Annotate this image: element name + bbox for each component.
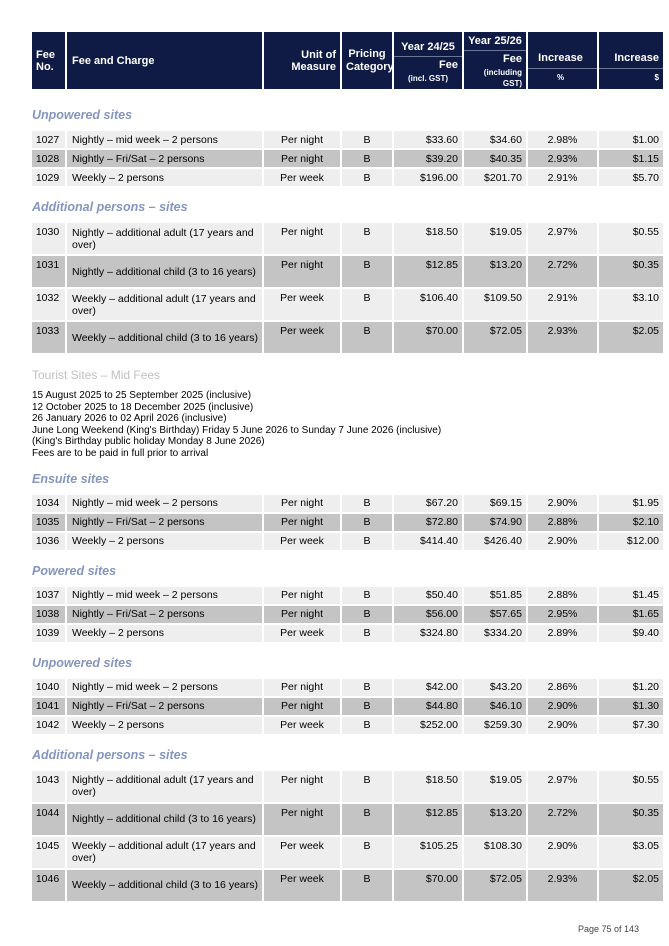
- note-line: (King's Birthday public holiday Monday 8 June 2026): [32, 436, 265, 448]
- fee-2526-cell: $426.40: [464, 533, 526, 552]
- fee-2526-cell: $19.05: [464, 771, 526, 804]
- fee-description-cell: Nightly – mid week – 2 persons: [67, 587, 262, 606]
- note-line: June Long Weekend (King's Birthday) Friday 5 June 2026 to Sunday 7 June 2026 (inclusive): [32, 424, 442, 436]
- section-additional-persons-mid: [32, 747, 659, 903]
- increase-amt-label: Increase: [614, 51, 659, 64]
- category-cell: B: [342, 804, 392, 837]
- unit-cell: Per week: [264, 533, 340, 552]
- col-pricing-category: Pricing Category: [342, 32, 392, 89]
- increase-amt-cell: $2.05: [599, 322, 663, 355]
- increase-amt-cell: $2.10: [599, 514, 663, 533]
- col-year-2425: [394, 32, 462, 89]
- fee-description-cell: Nightly – Fri/Sat – 2 persons: [67, 150, 262, 169]
- category-cell: B: [342, 289, 392, 322]
- year-2425-fee-label: Fee: [439, 58, 458, 71]
- table-row: [32, 289, 663, 322]
- increase-pct-unit: %: [528, 68, 597, 87]
- fee-2425-cell: $67.20: [394, 495, 462, 514]
- increase-amt-cell: $0.35: [599, 256, 663, 289]
- fee-no-cell: 1037: [32, 587, 65, 606]
- increase-amt-cell: $9.40: [599, 625, 663, 644]
- fee-2526-cell: $334.20: [464, 625, 526, 644]
- category-cell: B: [342, 322, 392, 355]
- fee-2425-cell: $44.80: [394, 698, 462, 717]
- fee-description-cell: Weekly – 2 persons: [67, 717, 262, 736]
- increase-pct-cell: 2.93%: [528, 150, 597, 169]
- increase-pct-cell: 2.89%: [528, 625, 597, 644]
- note-line: Fees are to be paid in full prior to arrival: [32, 447, 209, 459]
- table-row: [32, 169, 663, 188]
- category-cell: B: [342, 870, 392, 903]
- table-row: [32, 771, 663, 804]
- increase-amt-cell: $3.05: [599, 837, 663, 870]
- fee-no-cell: 1044: [32, 804, 65, 837]
- unit-cell: Per week: [264, 322, 340, 355]
- table-row: [32, 256, 663, 289]
- col-fee-and-charge: Fee and Charge: [67, 32, 262, 89]
- fee-2526-cell: $74.90: [464, 514, 526, 533]
- category-cell: B: [342, 495, 392, 514]
- fee-2526-cell: $51.85: [464, 587, 526, 606]
- increase-pct-cell: 2.90%: [528, 495, 597, 514]
- fee-description-cell: Nightly – mid week – 2 persons: [67, 679, 262, 698]
- fee-description-cell: Weekly – 2 persons: [67, 625, 262, 644]
- fee-no-cell: 1038: [32, 606, 65, 625]
- fee-schedule-page: [32, 32, 659, 903]
- fee-table: [30, 679, 665, 736]
- increase-pct-cell: 2.97%: [528, 771, 597, 804]
- mid-fees-notes: [32, 390, 638, 460]
- section-title: Unpowered sites: [32, 655, 133, 670]
- fee-2425-cell: $106.40: [394, 289, 462, 322]
- increase-amt-cell: $3.10: [599, 289, 663, 322]
- fee-no-cell: 1030: [32, 223, 65, 256]
- fee-description-cell: Nightly – additional adult (17 years and over): [67, 771, 262, 804]
- increase-pct-cell: 2.95%: [528, 606, 597, 625]
- increase-pct-cell: 2.91%: [528, 289, 597, 322]
- increase-amt-cell: $0.55: [599, 771, 663, 804]
- increase-amt-cell: $1.15: [599, 150, 663, 169]
- unit-cell: Per week: [264, 870, 340, 903]
- increase-pct-cell: 2.90%: [528, 717, 597, 736]
- fee-2526-cell: $46.10: [464, 698, 526, 717]
- fee-description-cell: Weekly – additional child (3 to 16 years): [67, 322, 262, 355]
- fee-2425-cell: $72.80: [394, 514, 462, 533]
- fee-description-cell: Nightly – Fri/Sat – 2 persons: [67, 606, 262, 625]
- increase-amt-cell: $1.95: [599, 495, 663, 514]
- fee-table: [30, 223, 665, 355]
- col-unit-of-measure: Unit of Measure: [264, 32, 340, 89]
- fee-no-cell: 1029: [32, 169, 65, 188]
- fee-description-cell: Weekly – additional adult (17 years and over): [67, 837, 262, 870]
- fee-description-cell: Weekly – additional child (3 to 16 years): [67, 870, 262, 903]
- fee-table-header: [30, 32, 665, 89]
- table-row: [32, 625, 663, 644]
- section-additional-persons: [32, 200, 659, 355]
- unit-cell: Per night: [264, 606, 340, 625]
- fee-2425-cell: $12.85: [394, 256, 462, 289]
- increase-amt-unit: $: [599, 68, 663, 87]
- unit-cell: Per night: [264, 131, 340, 150]
- fee-no-cell: 1040: [32, 679, 65, 698]
- fee-description-cell: Nightly – additional child (3 to 16 years): [67, 256, 262, 289]
- section-ensuite-sites: [32, 471, 659, 552]
- category-cell: B: [342, 131, 392, 150]
- fee-no-cell: 1027: [32, 131, 65, 150]
- section-unpowered-sites-mid: [32, 655, 659, 736]
- increase-amt-cell: $7.30: [599, 717, 663, 736]
- fee-2526-cell: $40.35: [464, 150, 526, 169]
- fee-2425-cell: $18.50: [394, 771, 462, 804]
- category-cell: B: [342, 625, 392, 644]
- section-title: Additional persons – sites: [32, 200, 188, 214]
- page-number: Page 75 of 143: [577, 924, 639, 934]
- fee-no-cell: 1042: [32, 717, 65, 736]
- fee-2425-cell: $70.00: [394, 322, 462, 355]
- fee-description-cell: Weekly – 2 persons: [67, 169, 262, 188]
- fee-description-cell: Nightly – mid week – 2 persons: [67, 131, 262, 150]
- increase-pct-cell: 2.72%: [528, 256, 597, 289]
- fee-table: [30, 495, 665, 552]
- category-cell: B: [342, 533, 392, 552]
- fee-description-cell: Nightly – additional adult (17 years and over): [67, 223, 262, 256]
- unit-cell: Per night: [264, 698, 340, 717]
- table-row: [32, 514, 663, 533]
- section-title: Ensuite sites: [32, 471, 110, 486]
- increase-pct-cell: 2.98%: [528, 131, 597, 150]
- fee-table: [30, 771, 665, 903]
- fee-no-cell: 1043: [32, 771, 65, 804]
- fee-2425-cell: $12.85: [394, 804, 462, 837]
- fee-2425-cell: $50.40: [394, 587, 462, 606]
- unit-cell: Per week: [264, 169, 340, 188]
- category-cell: B: [342, 837, 392, 870]
- category-cell: B: [342, 256, 392, 289]
- category-cell: B: [342, 698, 392, 717]
- category-cell: B: [342, 606, 392, 625]
- fee-2526-cell: $72.05: [464, 870, 526, 903]
- increase-pct-cell: 2.72%: [528, 804, 597, 837]
- increase-amt-cell: $1.00: [599, 131, 663, 150]
- table-row: [32, 322, 663, 355]
- col-increase-amt: [599, 32, 663, 89]
- year-2425-label: Year 24/25: [394, 38, 462, 57]
- section-powered-sites: [32, 563, 659, 644]
- unit-cell: Per night: [264, 495, 340, 514]
- fee-2425-cell: $18.50: [394, 223, 462, 256]
- fee-2526-cell: $72.05: [464, 322, 526, 355]
- category-cell: B: [342, 169, 392, 188]
- increase-amt-cell: $1.65: [599, 606, 663, 625]
- fee-2526-cell: $69.15: [464, 495, 526, 514]
- increase-pct-cell: 2.93%: [528, 322, 597, 355]
- fee-2526-cell: $43.20: [464, 679, 526, 698]
- unit-cell: Per night: [264, 150, 340, 169]
- increase-pct-cell: 2.91%: [528, 169, 597, 188]
- mid-fees-title: Tourist Sites – Mid Fees: [32, 368, 161, 382]
- table-row: [32, 698, 663, 717]
- category-cell: B: [342, 150, 392, 169]
- table-row: [32, 495, 663, 514]
- unit-cell: Per week: [264, 717, 340, 736]
- increase-pct-label: Increase: [538, 51, 583, 64]
- increase-amt-cell: $1.20: [599, 679, 663, 698]
- fee-no-cell: 1036: [32, 533, 65, 552]
- section-mid-fees: [32, 368, 638, 460]
- fee-no-cell: 1028: [32, 150, 65, 169]
- fee-2526-cell: $108.30: [464, 837, 526, 870]
- unit-cell: Per night: [264, 514, 340, 533]
- fee-2526-cell: $57.65: [464, 606, 526, 625]
- table-row: [32, 717, 663, 736]
- fee-no-cell: 1045: [32, 837, 65, 870]
- fee-2425-cell: $42.00: [394, 679, 462, 698]
- table-row: [32, 587, 663, 606]
- col-year-2526: [464, 32, 526, 89]
- unit-cell: Per night: [264, 771, 340, 804]
- year-2526-fee-label: Fee: [503, 53, 522, 65]
- increase-amt-cell: $5.70: [599, 169, 663, 188]
- category-cell: B: [342, 587, 392, 606]
- category-cell: B: [342, 514, 392, 533]
- fee-no-cell: 1034: [32, 495, 65, 514]
- fee-table: [30, 131, 665, 188]
- fee-description-cell: Nightly – mid week – 2 persons: [67, 495, 262, 514]
- fee-2526-cell: $19.05: [464, 223, 526, 256]
- section-title: Powered sites: [32, 563, 117, 578]
- increase-pct-cell: 2.90%: [528, 533, 597, 552]
- unit-cell: Per week: [264, 289, 340, 322]
- note-line: 26 January 2026 to 02 April 2026 (inclusive): [32, 413, 227, 425]
- fee-2526-cell: $34.60: [464, 131, 526, 150]
- fee-no-cell: 1032: [32, 289, 65, 322]
- fee-2425-cell: $414.40: [394, 533, 462, 552]
- note-line: 12 October 2025 to 18 December 2025 (inclusive): [32, 401, 254, 413]
- unit-cell: Per night: [264, 679, 340, 698]
- fee-2425-cell: $252.00: [394, 717, 462, 736]
- table-row: [32, 533, 663, 552]
- table-row: [32, 606, 663, 625]
- col-increase-pct: [528, 32, 597, 89]
- unit-cell: Per night: [264, 587, 340, 606]
- fee-no-cell: 1041: [32, 698, 65, 717]
- fee-description-cell: Nightly – additional child (3 to 16 years): [67, 804, 262, 837]
- table-row: [32, 870, 663, 903]
- increase-amt-cell: $0.55: [599, 223, 663, 256]
- category-cell: B: [342, 679, 392, 698]
- unit-cell: Per week: [264, 625, 340, 644]
- fee-description-cell: Nightly – Fri/Sat – 2 persons: [67, 698, 262, 717]
- fee-no-cell: 1046: [32, 870, 65, 903]
- increase-pct-cell: 2.97%: [528, 223, 597, 256]
- unit-cell: Per night: [264, 223, 340, 256]
- increase-pct-cell: 2.90%: [528, 837, 597, 870]
- note-line: 15 August 2025 to 25 September 2025 (inclusive): [32, 390, 252, 401]
- fee-no-cell: 1031: [32, 256, 65, 289]
- category-cell: B: [342, 771, 392, 804]
- increase-pct-cell: 2.88%: [528, 587, 597, 606]
- increase-amt-cell: $2.05: [599, 870, 663, 903]
- increase-amt-cell: $0.35: [599, 804, 663, 837]
- section-unpowered-sites: [32, 108, 659, 188]
- table-row: [32, 223, 663, 256]
- year-2526-label: Year 25/26: [464, 32, 526, 51]
- fee-2526-cell: $201.70: [464, 169, 526, 188]
- fee-2425-cell: $324.80: [394, 625, 462, 644]
- fee-description-cell: Weekly – additional adult (17 years and over): [67, 289, 262, 322]
- section-title: Additional persons – sites: [32, 747, 188, 762]
- category-cell: B: [342, 223, 392, 256]
- table-row: [32, 804, 663, 837]
- table-row: [32, 150, 663, 169]
- increase-amt-cell: $1.30: [599, 698, 663, 717]
- fee-2425-cell: $70.00: [394, 870, 462, 903]
- unit-cell: Per night: [264, 804, 340, 837]
- unit-cell: Per night: [264, 256, 340, 289]
- fee-no-cell: 1039: [32, 625, 65, 644]
- fee-2425-cell: $196.00: [394, 169, 462, 188]
- fee-2526-cell: $259.30: [464, 717, 526, 736]
- increase-pct-cell: 2.86%: [528, 679, 597, 698]
- section-title: Unpowered sites: [32, 108, 133, 122]
- increase-pct-cell: 2.90%: [528, 698, 597, 717]
- fee-2526-cell: $13.20: [464, 256, 526, 289]
- fee-description-cell: Nightly – Fri/Sat – 2 persons: [67, 514, 262, 533]
- table-row: [32, 679, 663, 698]
- increase-pct-cell: 2.93%: [528, 870, 597, 903]
- fee-no-cell: 1035: [32, 514, 65, 533]
- col-fee-no: Fee No.: [32, 32, 65, 89]
- fee-description-cell: Weekly – 2 persons: [67, 533, 262, 552]
- fee-2425-cell: $33.60: [394, 131, 462, 150]
- fee-2425-cell: $56.00: [394, 606, 462, 625]
- fee-2425-cell: $39.20: [394, 150, 462, 169]
- unit-cell: Per week: [264, 837, 340, 870]
- year-2425-sub-label: (incl. GST): [408, 73, 448, 83]
- increase-amt-cell: $1.45: [599, 587, 663, 606]
- year-2526-sub-label: (including GST): [483, 68, 522, 88]
- fee-no-cell: 1033: [32, 322, 65, 355]
- increase-amt-cell: $12.00: [599, 533, 663, 552]
- increase-pct-cell: 2.88%: [528, 514, 597, 533]
- table-row: [32, 837, 663, 870]
- fee-2425-cell: $105.25: [394, 837, 462, 870]
- fee-2526-cell: $109.50: [464, 289, 526, 322]
- category-cell: B: [342, 717, 392, 736]
- table-row: [32, 131, 663, 150]
- fee-table: [30, 587, 665, 644]
- fee-2526-cell: $13.20: [464, 804, 526, 837]
